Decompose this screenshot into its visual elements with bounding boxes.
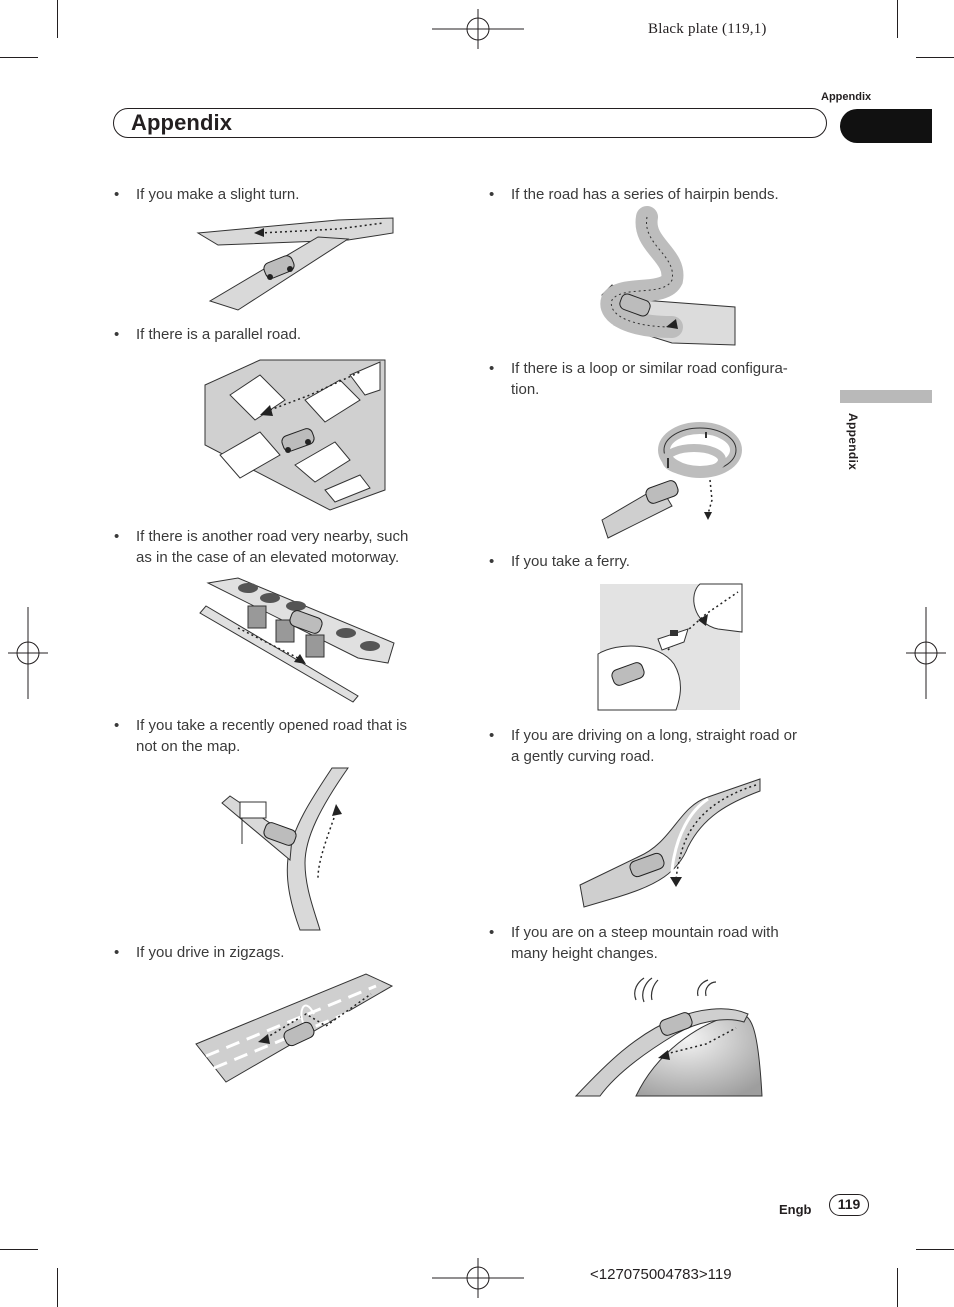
list-item (114, 942, 444, 963)
bullet: • (114, 944, 120, 961)
list-item-text: as in the case of an elevated motorway. (136, 549, 400, 566)
list-item (489, 551, 834, 572)
bullet: • (114, 326, 120, 343)
list-item-text: If you take a recently opened road that is (136, 717, 408, 734)
side-tab-label: Appendix (846, 413, 860, 471)
bullet: • (489, 924, 495, 941)
list-item-text: If there is another road very nearby, such (136, 528, 409, 545)
list-item-text: If you are on a steep mountain road with (511, 924, 779, 941)
list-item (489, 358, 834, 400)
list-item-text: many height changes. (511, 945, 658, 962)
list-item-text: If you take a ferry. (511, 553, 630, 570)
list-item-text: not on the map. (136, 738, 241, 755)
language-code: Engb (779, 1202, 812, 1217)
curving-road-illustration (578, 777, 762, 909)
bullet: • (114, 528, 120, 545)
bullet: • (114, 186, 120, 203)
list-item-text: If you drive in zigzags. (136, 944, 285, 961)
list-item-text: If you make a slight turn. (136, 186, 300, 203)
list-item-text: If there is a loop or similar road configura- (511, 360, 788, 377)
new-road-illustration (220, 768, 372, 930)
crop-mark (897, 0, 898, 38)
crop-mark (0, 1249, 38, 1250)
section-tab (840, 109, 932, 143)
page-number: 119 (829, 1194, 869, 1216)
crop-mark (0, 57, 38, 58)
mountain-road-illustration (576, 974, 766, 1098)
registration-mark-left (8, 607, 48, 699)
bullet: • (114, 717, 120, 734)
list-item (114, 526, 444, 568)
bullet: • (489, 360, 495, 377)
hairpin-bends-illustration (602, 215, 736, 347)
list-item-text: tion. (511, 381, 540, 398)
bullet: • (489, 727, 495, 744)
list-item-text: If you are driving on a long, straight road or (511, 727, 797, 744)
ferry-illustration (598, 584, 742, 712)
parallel-road-illustration (200, 360, 388, 510)
crop-mark (57, 0, 58, 38)
list-item-text: If the road has a series of hairpin bends. (511, 186, 779, 203)
list-item (489, 184, 834, 205)
crop-mark (897, 1268, 898, 1307)
zigzag-illustration (196, 974, 394, 1082)
crop-mark (916, 1249, 954, 1250)
slight-turn-illustration (198, 215, 394, 311)
plate-label: Black plate (119,1) (648, 21, 767, 37)
list-item (114, 324, 444, 345)
elevated-motorway-illustration (198, 578, 396, 702)
bullet: • (489, 553, 495, 570)
registration-mark-bottom (432, 1258, 524, 1298)
page-title: Appendix (131, 110, 233, 135)
bullet: • (489, 186, 495, 203)
list-item (489, 922, 834, 964)
crop-mark (916, 57, 954, 58)
crop-mark (57, 1268, 58, 1307)
registration-mark-right (906, 607, 946, 699)
list-item (114, 184, 444, 205)
document-code: <127075004783>119 (590, 1266, 732, 1283)
side-tab-bar (840, 390, 932, 403)
list-item-text: If there is a parallel road. (136, 326, 302, 343)
running-header: Appendix (821, 91, 872, 103)
list-item (489, 725, 834, 767)
list-item (114, 715, 444, 757)
list-item-text: a gently curving road. (511, 748, 655, 765)
loop-road-illustration (600, 410, 742, 540)
registration-mark-top (432, 9, 524, 49)
